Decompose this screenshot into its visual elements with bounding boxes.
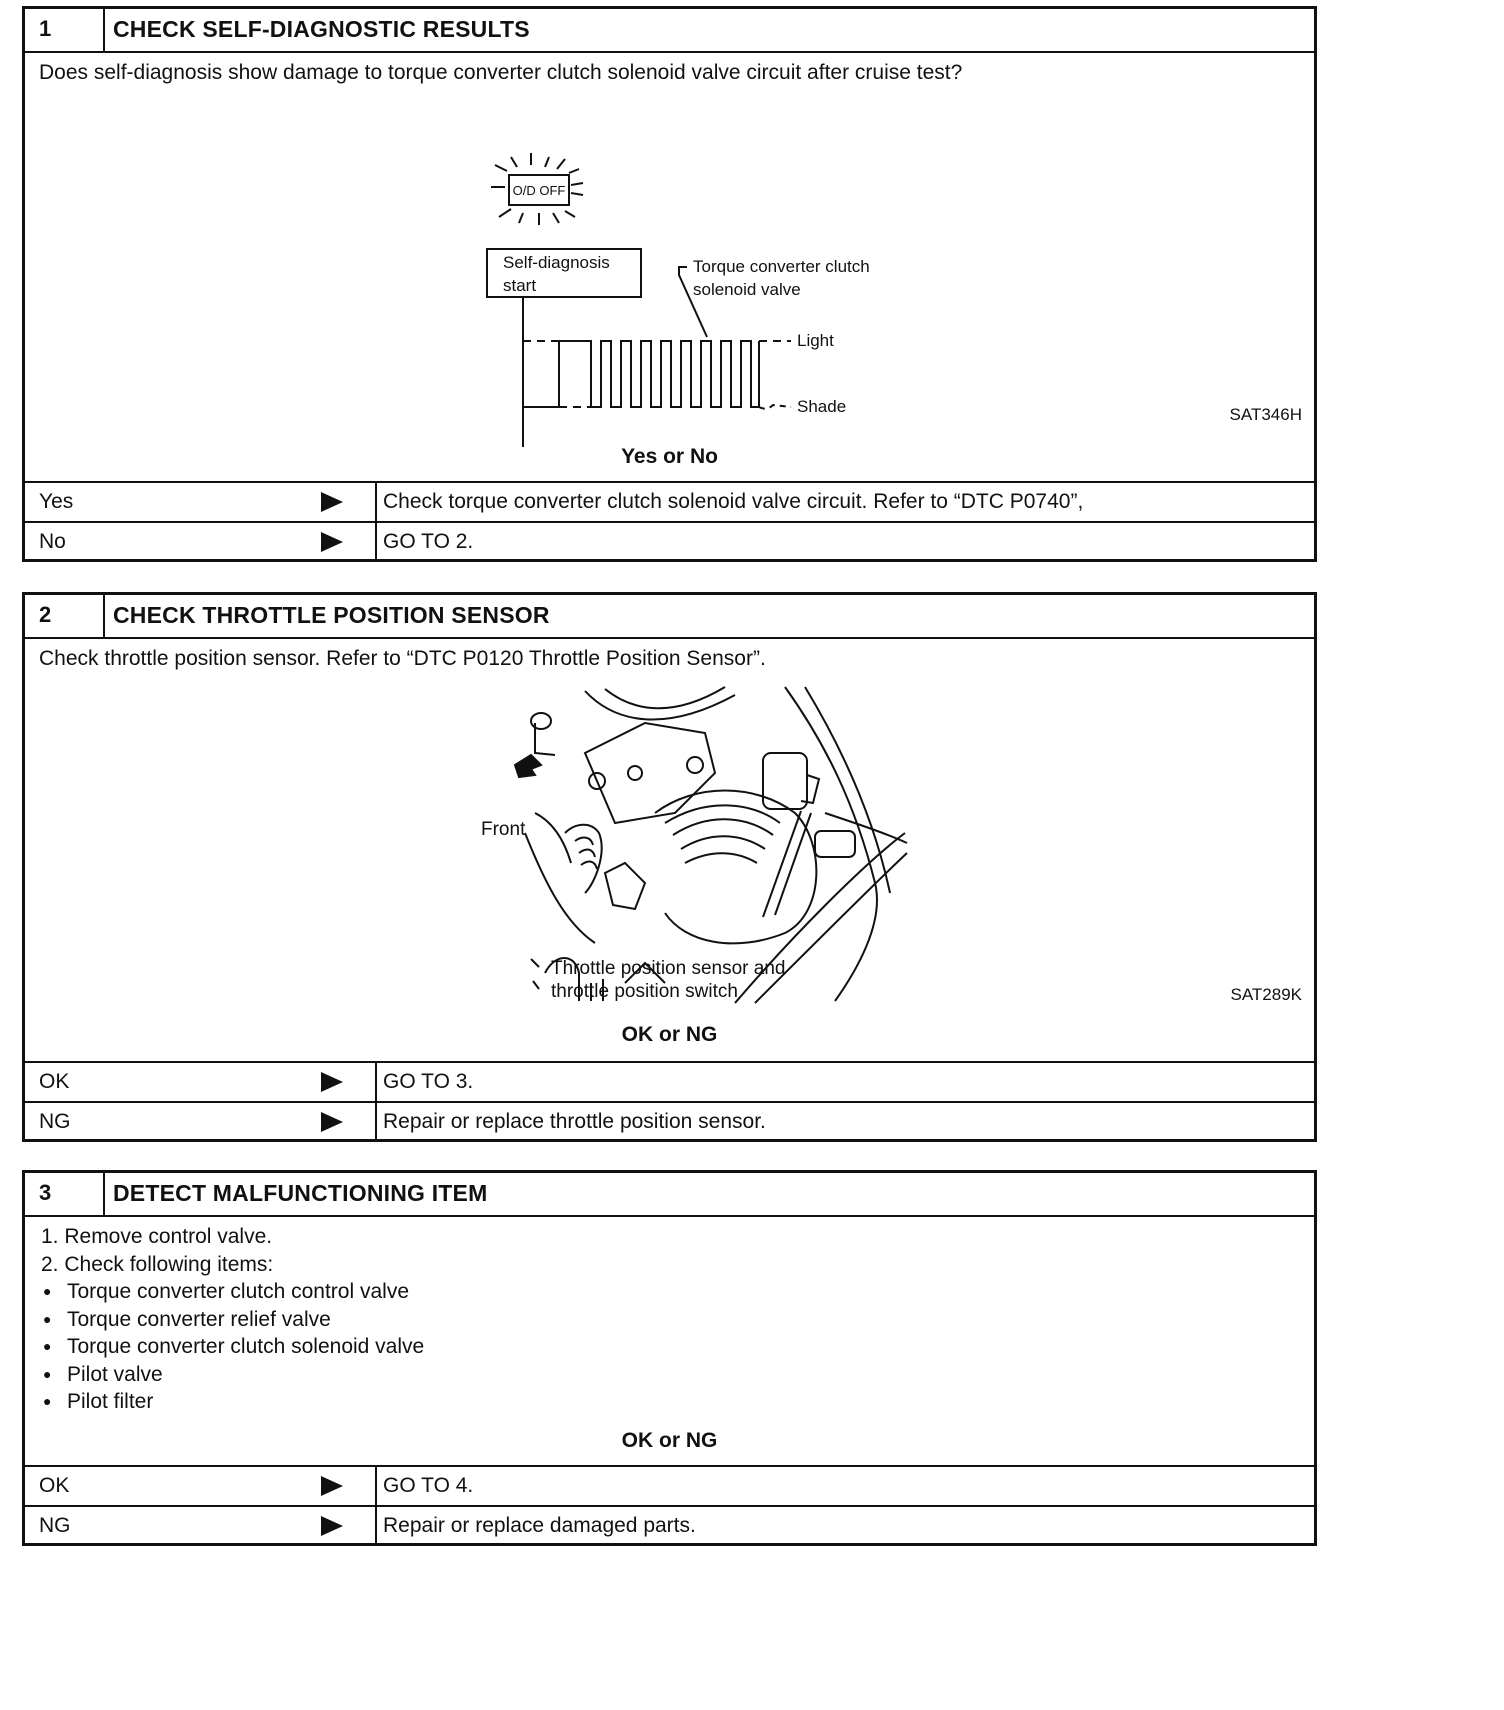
lamp-label: O/D OFF — [512, 183, 566, 198]
step-title: CHECK SELF-DIAGNOSTIC RESULTS — [113, 16, 530, 42]
step-body — [25, 53, 1314, 481]
step-title: CHECK THROTTLE POSITION SENSOR — [113, 602, 550, 628]
light-label: Light — [797, 331, 834, 350]
result-row — [25, 1101, 1314, 1141]
step-header — [25, 9, 1314, 53]
check-item: ● Torque converter clutch solenoid valve — [41, 1333, 424, 1361]
result-label: NG — [39, 1514, 71, 1537]
check-item: ● Torque converter clutch control valve — [41, 1278, 424, 1306]
check-item: ● Torque converter relief valve — [41, 1306, 424, 1334]
throttle-body-illustration — [481, 683, 915, 1005]
figure-id: SAT289K — [1230, 985, 1302, 1004]
check-item: ● Pilot filter — [41, 1388, 424, 1416]
start-label-line-1: Self-diagnosis — [503, 253, 610, 272]
check-item: ● Pilot valve — [41, 1361, 424, 1389]
start-label-line-2: start — [503, 276, 537, 295]
result-label: Yes — [39, 490, 74, 513]
step-question: Check throttle position sensor. Refer to “DTC P0120 Throttle Position Sensor”. — [39, 647, 766, 670]
arrow-right-icon — [321, 492, 343, 512]
sensor-label-line-1: Throttle position sensor and — [551, 958, 786, 979]
result-label: OK — [39, 1070, 70, 1093]
instruction-line: 2. Check following items: — [41, 1252, 274, 1276]
result-text: Check torque converter clutch solenoid valve circuit. Refer to “DTC P0740”, — [383, 490, 1084, 513]
arrow-right-icon — [321, 1072, 343, 1092]
sensor-label-line-2: throttle position switch — [551, 981, 738, 1002]
result-row — [25, 521, 1314, 561]
step-1 — [22, 6, 1317, 562]
step-number: 2 — [25, 595, 105, 637]
self-diagnosis-diagram — [455, 125, 915, 455]
result-label: OK — [39, 1474, 70, 1497]
result-row — [25, 1061, 1314, 1101]
arrow-right-icon — [321, 1112, 343, 1132]
decision-label: OK or NG — [621, 1429, 718, 1452]
step-number: 3 — [25, 1173, 105, 1215]
instruction-list — [41, 1223, 424, 1416]
step-body — [25, 639, 1314, 1061]
result-text: Repair or replace throttle position sensor. — [383, 1110, 766, 1133]
step-3 — [22, 1170, 1317, 1546]
step-number: 1 — [25, 9, 105, 51]
result-row — [25, 1505, 1314, 1545]
valve-label-line-2: solenoid valve — [693, 280, 801, 299]
decision-label: OK or NG — [621, 1023, 718, 1046]
decision-label: Yes or No — [621, 445, 718, 468]
result-label: NG — [39, 1110, 71, 1133]
step-2 — [22, 592, 1317, 1142]
step-header — [25, 1173, 1314, 1217]
step-header — [25, 595, 1314, 639]
result-label: No — [39, 530, 66, 553]
instruction-line: 1. Remove control valve. — [41, 1225, 273, 1248]
result-text: GO TO 4. — [383, 1474, 474, 1497]
arrow-right-icon — [321, 532, 343, 552]
step-question: Does self-diagnosis show damage to torque converter clutch solenoid valve circuit after cruise test? — [39, 61, 963, 84]
valve-label-line-1: Torque converter clutch — [693, 257, 870, 276]
step-title: DETECT MALFUNCTIONING ITEM — [113, 1180, 488, 1206]
shade-label: Shade — [797, 397, 847, 416]
front-label: Front — [481, 819, 526, 840]
arrow-right-icon — [321, 1476, 343, 1496]
result-row — [25, 1465, 1314, 1505]
result-text: GO TO 2. — [383, 530, 474, 553]
result-text: Repair or replace damaged parts. — [383, 1514, 696, 1537]
figure-id: SAT346H — [1229, 405, 1302, 424]
result-text: GO TO 3. — [383, 1070, 474, 1093]
step-body — [25, 1217, 1314, 1465]
arrow-right-icon — [321, 1516, 343, 1536]
result-row — [25, 481, 1314, 521]
